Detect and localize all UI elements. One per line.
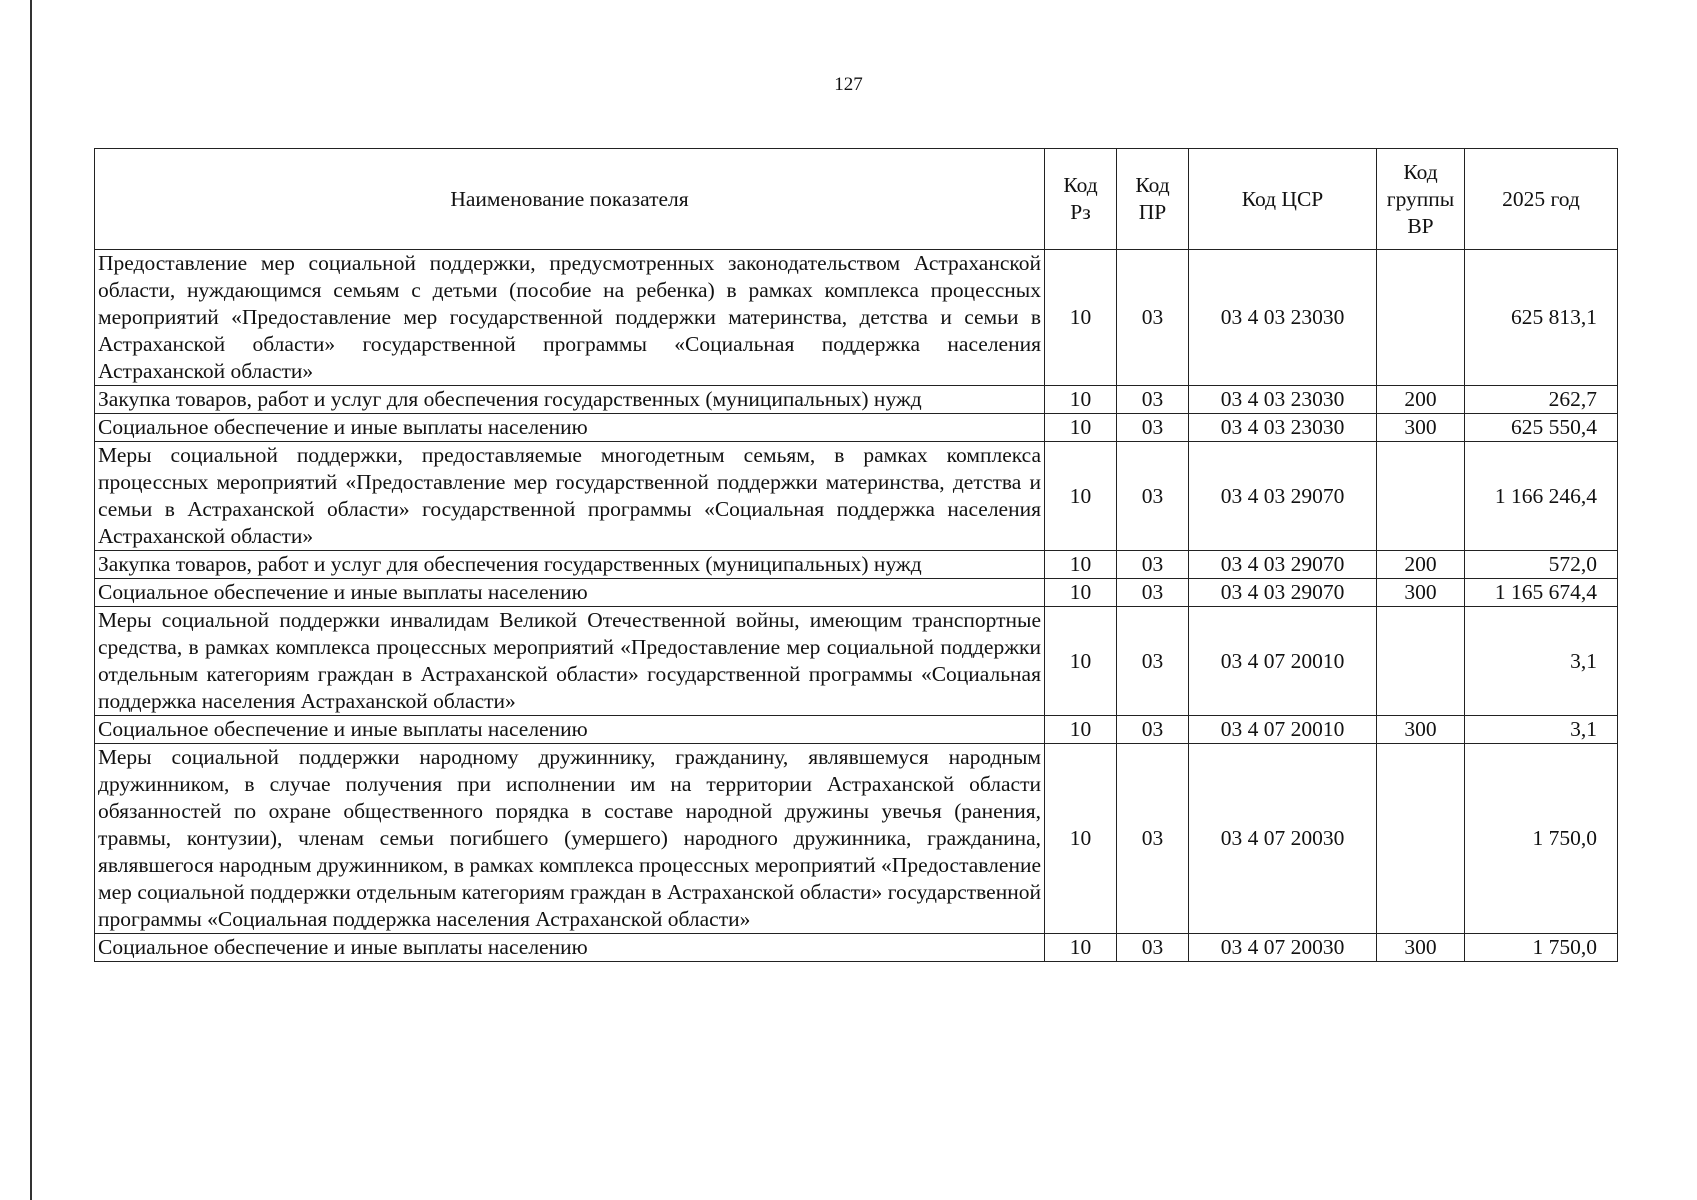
binding-margin-line — [30, 0, 32, 1200]
page-number: 127 — [834, 74, 863, 95]
header-vr: Код группы ВР — [1377, 149, 1465, 250]
row-name: Меры социальной поддержки народному дружиннику, гражданину, являвшемуся народным дружинником, в случае получения при исполнении им на территории Астраханской области обязанностей по охране общественного порядка в составе народной дружины увечья (ранения, травмы, контузии), членам семьи погибшего (умершего) народного дружинника, гражданина, являвшегося народным дружинником, в рамках комплекса процессных мероприятий «Предоставление мер социальной поддержки отдельным категориям граждан в Астраханской области» государственной программы «Социальная поддержка населения Астраханской области» — [95, 744, 1045, 934]
budget-table — [94, 148, 1618, 962]
row-pr: 03 — [1117, 250, 1189, 386]
table-row — [95, 716, 1618, 744]
row-csr: 03 4 03 29070 — [1189, 442, 1377, 551]
table-row — [95, 551, 1618, 579]
row-value: 1 165 674,4 — [1465, 579, 1618, 607]
row-name: Социальное обеспечение и иные выплаты населению — [95, 414, 1045, 442]
row-csr: 03 4 03 23030 — [1189, 414, 1377, 442]
row-value: 262,7 — [1465, 386, 1618, 414]
row-name: Социальное обеспечение и иные выплаты населению — [95, 716, 1045, 744]
header-year: 2025 год — [1465, 149, 1618, 250]
table-row — [95, 934, 1618, 962]
row-vr — [1377, 607, 1465, 716]
row-value: 1 166 246,4 — [1465, 442, 1618, 551]
row-vr: 300 — [1377, 414, 1465, 442]
row-pr: 03 — [1117, 442, 1189, 551]
row-name: Социальное обеспечение и иные выплаты населению — [95, 934, 1045, 962]
row-rz: 10 — [1045, 744, 1117, 934]
table-row — [95, 607, 1618, 716]
row-rz: 10 — [1045, 551, 1117, 579]
row-csr: 03 4 07 20030 — [1189, 744, 1377, 934]
table-row — [95, 744, 1618, 934]
row-pr: 03 — [1117, 744, 1189, 934]
row-rz: 10 — [1045, 386, 1117, 414]
table-row — [95, 442, 1618, 551]
row-vr: 200 — [1377, 551, 1465, 579]
row-pr: 03 — [1117, 386, 1189, 414]
table-row — [95, 414, 1618, 442]
row-vr: 300 — [1377, 716, 1465, 744]
row-value: 3,1 — [1465, 716, 1618, 744]
row-name: Меры социальной поддержки, предоставляемые многодетным семьям, в рамках комплекса процессных мероприятий «Предоставление мер государственной поддержки материнства, детства и семьи в Астраханской области» государственной программы «Социальная поддержка населения Астраханской области» — [95, 442, 1045, 551]
row-rz: 10 — [1045, 716, 1117, 744]
table-header-row — [95, 149, 1618, 250]
row-value: 3,1 — [1465, 607, 1618, 716]
row-csr: 03 4 07 20010 — [1189, 607, 1377, 716]
row-csr: 03 4 03 29070 — [1189, 579, 1377, 607]
table-row — [95, 250, 1618, 386]
row-rz: 10 — [1045, 414, 1117, 442]
row-vr: 300 — [1377, 579, 1465, 607]
row-name: Предоставление мер социальной поддержки, предусмотренных законодательством Астраханской области, нуждающимся семьям с детьми (пособие на ребенка) в рамках комплекса процессных мероприятий «Предоставление мер государственной поддержки материнства, детства и семьи в Астраханской области» государственной программы «Социальная поддержка населения Астраханской области» — [95, 250, 1045, 386]
row-name: Меры социальной поддержки инвалидам Великой Отечественной войны, имеющим транспортные средства, в рамках комплекса процессных мероприятий «Предоставление мер социальной поддержки отдельным категориям граждан в Астраханской области» государственной программы «Социальная поддержка населения Астраханской области» — [95, 607, 1045, 716]
row-rz: 10 — [1045, 934, 1117, 962]
header-csr: Код ЦСР — [1189, 149, 1377, 250]
row-value: 1 750,0 — [1465, 934, 1618, 962]
row-rz: 10 — [1045, 250, 1117, 386]
row-pr: 03 — [1117, 607, 1189, 716]
row-pr: 03 — [1117, 934, 1189, 962]
row-csr: 03 4 07 20030 — [1189, 934, 1377, 962]
row-rz: 10 — [1045, 579, 1117, 607]
row-rz: 10 — [1045, 442, 1117, 551]
row-pr: 03 — [1117, 551, 1189, 579]
row-value: 625 550,4 — [1465, 414, 1618, 442]
header-rz: Код Рз — [1045, 149, 1117, 250]
row-vr: 300 — [1377, 934, 1465, 962]
row-csr: 03 4 07 20010 — [1189, 716, 1377, 744]
row-value: 1 750,0 — [1465, 744, 1618, 934]
row-vr — [1377, 744, 1465, 934]
row-pr: 03 — [1117, 716, 1189, 744]
row-vr: 200 — [1377, 386, 1465, 414]
header-name: Наименование показателя — [95, 149, 1045, 250]
row-name: Социальное обеспечение и иные выплаты населению — [95, 579, 1045, 607]
row-csr: 03 4 03 23030 — [1189, 250, 1377, 386]
table-row — [95, 579, 1618, 607]
row-csr: 03 4 03 29070 — [1189, 551, 1377, 579]
header-pr: Код ПР — [1117, 149, 1189, 250]
row-vr — [1377, 442, 1465, 551]
row-name: Закупка товаров, работ и услуг для обеспечения государственных (муниципальных) нужд — [95, 386, 1045, 414]
row-csr: 03 4 03 23030 — [1189, 386, 1377, 414]
table-row — [95, 386, 1618, 414]
row-name: Закупка товаров, работ и услуг для обеспечения государственных (муниципальных) нужд — [95, 551, 1045, 579]
row-value: 572,0 — [1465, 551, 1618, 579]
row-pr: 03 — [1117, 414, 1189, 442]
row-value: 625 813,1 — [1465, 250, 1618, 386]
row-rz: 10 — [1045, 607, 1117, 716]
row-vr — [1377, 250, 1465, 386]
row-pr: 03 — [1117, 579, 1189, 607]
